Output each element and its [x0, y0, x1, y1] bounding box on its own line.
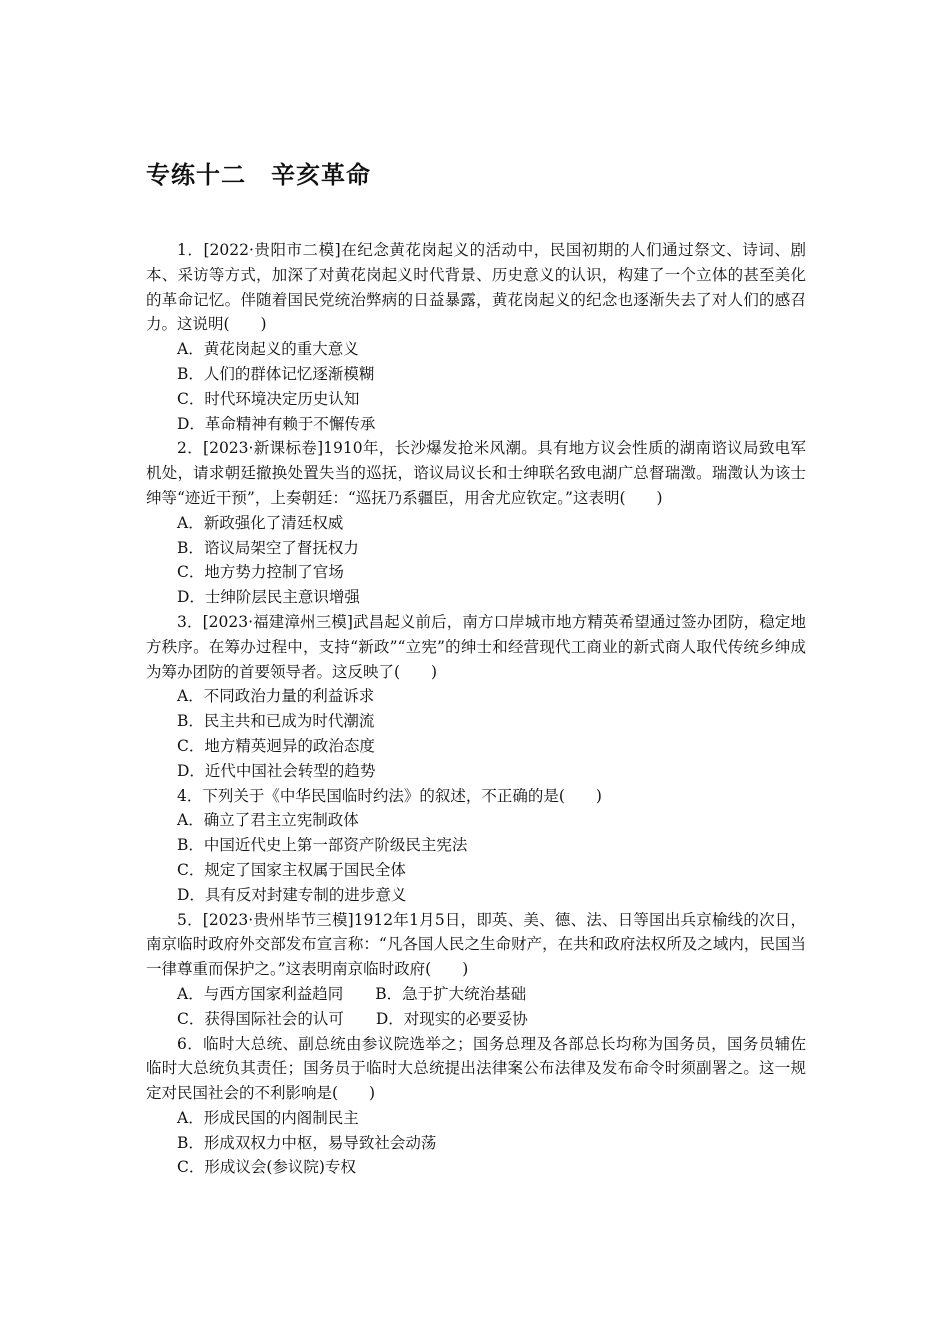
option-a: A．不同政治力量的利益诉求 [177, 687, 375, 706]
option-a: A．新政强化了清廷权威 [177, 513, 344, 532]
question-stem: 5．[2023·贵州毕节三模]1912年1月5日，即英、美、德、法、日等国出兵京榆线的次日，南京临时政府外交部发布宣言称：“凡各国人民之生命财产，在共和政府法权所及之域内，民国当一律尊重而保护之。”这表明南京临时政府( ) [146, 910, 806, 979]
option-b: B．谘议局架空了督抚权力 [177, 538, 359, 557]
option-a: A．形成民国的内阁制民主 [177, 1108, 359, 1127]
option-a: A．确立了君主立宪制政体 [177, 811, 359, 830]
question-list [146, 238, 806, 1180]
question-stem: 3．[2023·福建漳州三模]武昌起义前后，南方口岸城市地方精英希望通过签办团防，稳定地方秩序。在筹办过程中，支持“新政”“立宪”的绅士和经营现代工商业的新式商人取代传统乡绅成为筹办团防的首要领导者。这反映了( ) [146, 612, 806, 681]
question-6 [146, 1032, 806, 1181]
question-2 [146, 436, 806, 610]
option-b: B．人们的群体记忆逐渐模糊 [177, 364, 375, 383]
page-title: 专练十二 辛亥革命 [146, 160, 371, 189]
option-b: B．中国近代史上第一部资产阶级民主宪法 [177, 836, 468, 855]
option-c: C．地方精英迥异的政治态度 [177, 736, 375, 755]
question-4 [146, 784, 806, 908]
option-d: D．对现实的必要妥协 [375, 1009, 528, 1028]
option-b: B．民主共和已成为时代潮流 [177, 712, 375, 731]
question-stem: 4．下列关于《中华民国临时约法》的叙述，不正确的是( ) [177, 786, 602, 805]
option-a: A．与西方国家利益趋同 [177, 984, 344, 1003]
option-row [146, 982, 806, 1007]
question-3 [146, 610, 806, 784]
option-b: B．急于扩大统治基础 [375, 984, 527, 1003]
option-d: D．士绅阶层民主意识增强 [177, 588, 360, 607]
option-c: C．获得国际社会的认可 [177, 1009, 344, 1028]
option-row [146, 1007, 806, 1032]
option-c: C．地方势力控制了官场 [177, 563, 344, 582]
option-a: A．黄花岗起义的重大意义 [177, 340, 359, 359]
option-c: C．时代环境决定历史认知 [177, 389, 360, 408]
option-d: D．革命精神有赖于不懈传承 [177, 414, 376, 433]
question-stem: 6．临时大总统、副总统由参议院选举之；国务总理及各部总长均称为国务员，国务员辅佐临时大总统负其责任；国务员于临时大总统提出法律案公布法律及发布命令时须副署之。这一规定对民国社会的不利影响是( ) [146, 1034, 806, 1103]
option-c: C．形成议会(参议院)专权 [177, 1158, 356, 1177]
option-c: C．规定了国家主权属于国民全体 [177, 860, 406, 879]
question-1 [146, 238, 806, 436]
option-b: B．形成双权力中枢，易导致社会动荡 [177, 1133, 437, 1152]
question-5 [146, 908, 806, 1032]
option-d: D．近代中国社会转型的趋势 [177, 761, 376, 780]
option-d: D．具有反对封建专制的进步意义 [177, 885, 407, 904]
question-stem: 2．[2023·新课标卷]1910年，长沙爆发抢米风潮。具有地方议会性质的湖南谘议局致电军机处，请求朝廷撤换处置失当的巡抚，谘议局议长和士绅联名致电湖广总督瑞澂。瑞澂认为该士绅等“迹近干预”，上奏朝廷：“巡抚乃系疆臣，用舍尤应钦定。”这表明( ) [146, 439, 806, 507]
question-stem: 1．[2022·贵阳市二模]在纪念黄花岗起义的活动中，民国初期的人们通过祭文、诗词、剧本、采访等方式，加深了对黄花岗起义时代背景、历史意义的认识，构建了一个立体的甚至美化的革命记忆。伴随着国民党统治弊病的日益暴露，黄花岗起义的纪念也逐渐失去了对人们的感召力。这说明( ) [146, 241, 806, 334]
